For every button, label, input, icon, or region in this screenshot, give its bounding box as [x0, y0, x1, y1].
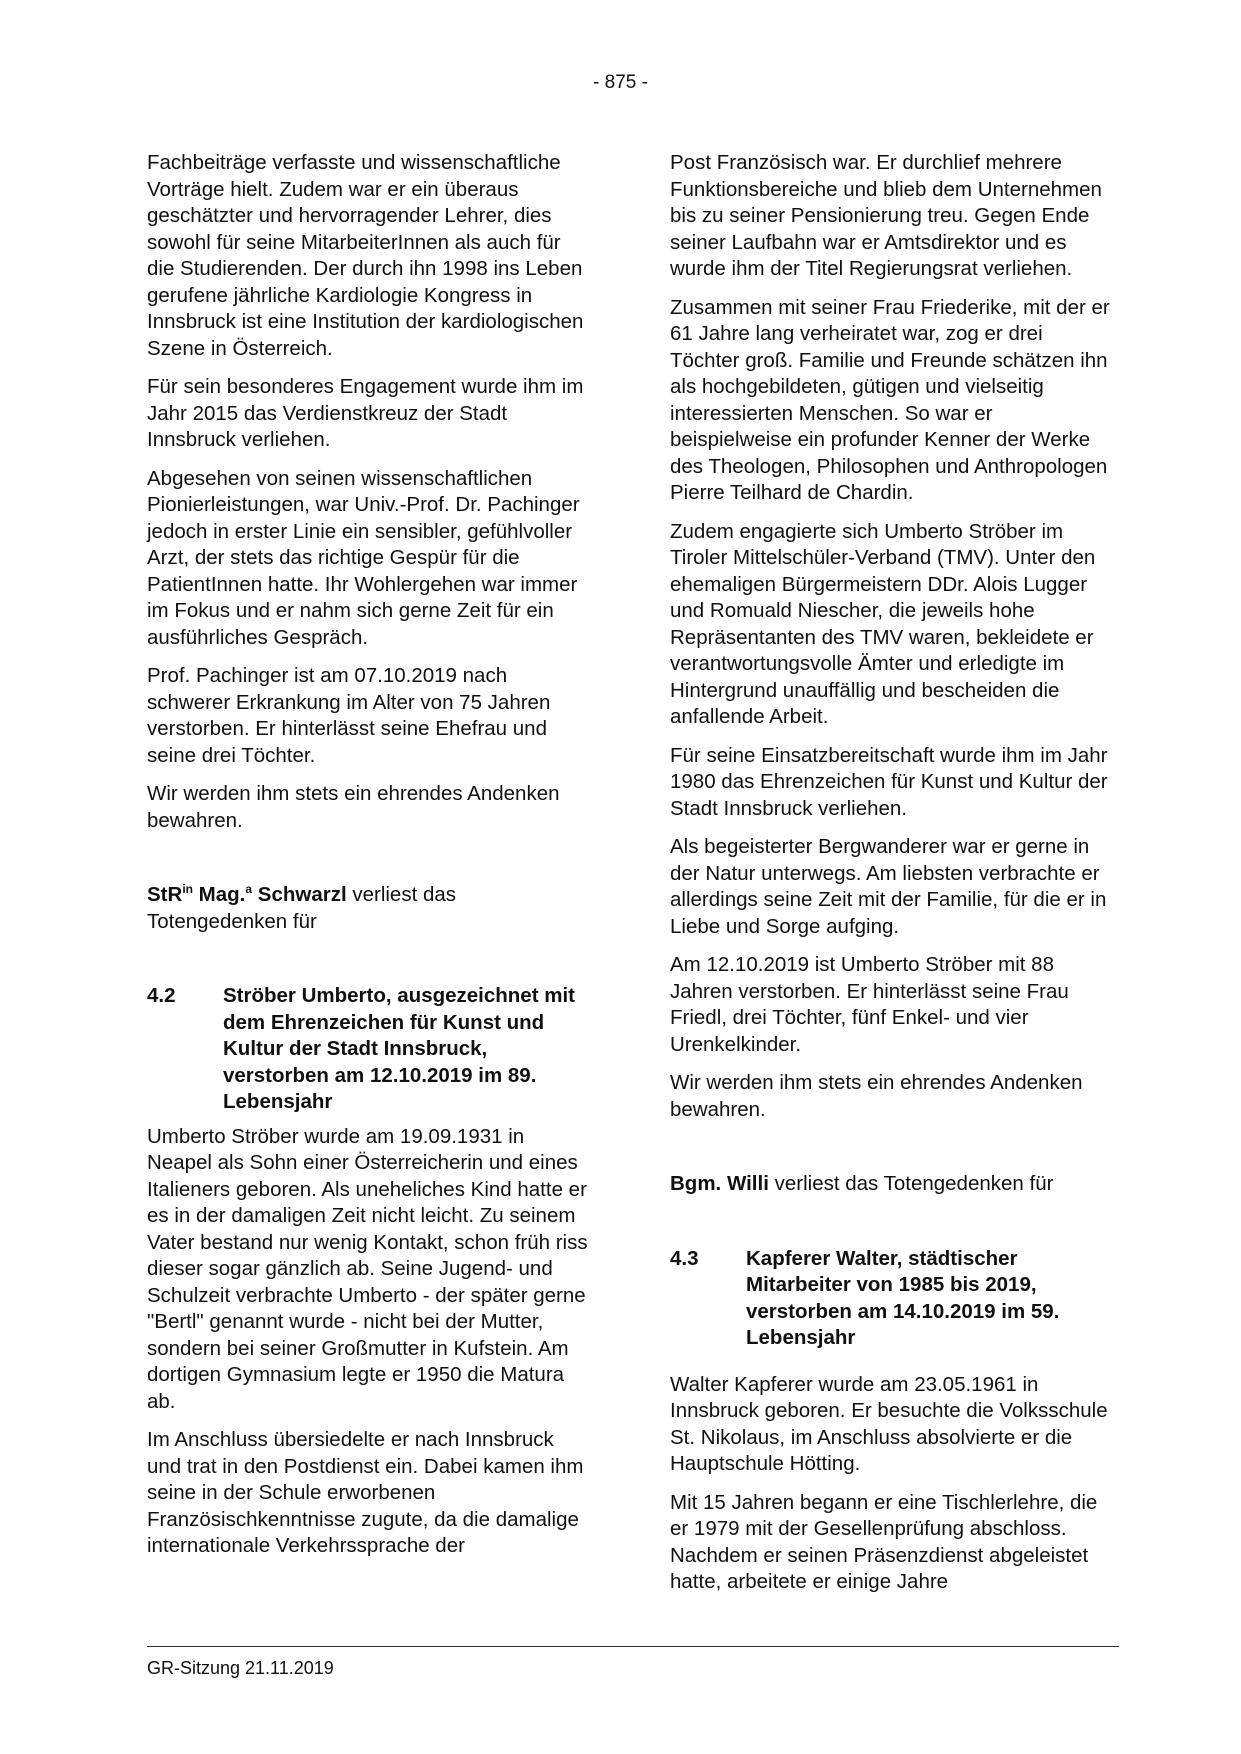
- paragraph: Wir werden ihm stets ein ehrendes Andenken bewahren.: [147, 782, 560, 832]
- paragraph: Zusammen mit seiner Frau Friederike, mit der er 61 Jahre lang verheiratet war, zog er drei Töchter groß. Familie und Freunde schätzen ihn als hochgebildeten, gütigen und vielseitig interessierten Menschen. So war er beispielweise ein profunder Kenner der Werke des Theologen, Philosophen und Anthropologen Pierre Teilhard de Chardin.: [670, 295, 1110, 504]
- paragraph: Für sein besonderes Engagement wurde ihm im Jahr 2015 das Verdienstkreuz der Stadt Innsbruck verliehen.: [147, 375, 584, 451]
- paragraph: Walter Kapferer wurde am 23.05.1961 in Innsbruck geboren. Er besuchte die Volksschule St. Nikolaus, im Anschluss absolvierte er die Hauptschule Hötting.: [670, 1372, 1108, 1475]
- paragraph: Prof. Pachinger ist am 07.10.2019 nach schwerer Erkrankung im Alter von 75 Jahren verstorben. Er hinterlässt seine Ehefrau und seine drei Töchter.: [147, 664, 551, 767]
- paragraph: Fachbeiträge verfasste und wissenschaftliche Vorträge hielt. Zudem war er ein überaus geschätzter und hervorragender Lehrer, dies sowohl für seine MitarbeiterInnen als auch für die Studierenden. Der durch ihn 1998 ins Leben gerufene jährliche Kardiologie Kongress in Innsbruck ist eine Institution der kardiologischen Szene in Österreich.: [147, 151, 584, 360]
- footer-divider: [147, 1646, 1119, 1647]
- paragraph: Mit 15 Jahren begann er eine Tischlerlehre, die er 1979 mit der Gesellenprüfung abschloss. Nachdem er seinen Präsenzdienst abgeleistet hatte, arbeitete er einige Jahre: [670, 1490, 1098, 1593]
- speaker-text: verliest das Totengedenken für: [147, 883, 457, 933]
- paragraph: Zudem engagierte sich Umberto Ströber im Tiroler Mittelschüler-Verband (TMV). Unter den ehemaligen Bürgermeistern DDr. Alois Lugger und Romuald Niescher, die jeweils hohe Repräsentanten des TMV waren, bekleidete er verantwortungsvolle Ämter und erledigte im Hintergrund unauffällig und bescheiden die anfallende Arbeit.: [670, 519, 1096, 728]
- paragraph: Am 12.10.2019 ist Umberto Ströber mit 88 Jahren verstorben. Er hinterlässt seine Frau Friedl, drei Töchter, fünf Enkel- und vier Urenkelkinder.: [670, 953, 1069, 1056]
- section-heading: [670, 1246, 1116, 1352]
- section-title: Kapferer Walter, städtischer Mitarbeiter von 1985 bis 2019, verstorben am 14.10.2019 im 59. Lebensjahr: [746, 1246, 1060, 1349]
- speaker-name: Bgm. Willi: [670, 1172, 769, 1195]
- section-heading: [147, 983, 593, 1116]
- paragraph: Als begeisterter Bergwanderer war er gerne in der Natur unterwegs. Am liebsten verbrachte er allerdings seine Zeit mit der Familie, für die er in Liebe und Sorge aufging.: [670, 835, 1107, 938]
- section-number: 4.2: [147, 984, 176, 1007]
- paragraph: Umberto Ströber wurde am 19.09.1931 in Neapel als Sohn einer Österreicherin und eines Italieners geboren. Als uneheliches Kind hatte er es in der damaligen Zeit nicht leicht. Zu seinem Vater bestand nur wenig Kontakt, schon früh riss dieser sogar gänzlich ab. Seine Jugend- und Schulzeit verbrachte Umberto - der später gerne "Bertl" genannt wurde - nicht bei der Mutter, sondern bei seiner Großmutter in Kufstein. Am dortigen Gymnasium legte er 1950 die Matura ab.: [147, 1124, 588, 1413]
- left-column: [147, 150, 593, 1572]
- page-number: - 875 -: [593, 72, 648, 93]
- footer-text: GR-Sitzung 21.11.2019: [147, 1658, 334, 1678]
- speaker-line: [147, 882, 593, 935]
- paragraph: Abgesehen von seinen wissenschaftlichen Pionierleistungen, war Univ.-Prof. Dr. Pachinger jedoch in erster Linie ein sensibler, gefühlvoller Arzt, der stets das richtige Gespür für die PatientInnen hatte. Ihr Wohlergehen war immer im Fokus und er nahm sich gerne Zeit für ein ausführliches Gespräch.: [147, 466, 580, 649]
- speaker-name: StR$^{in}$ Mag.$^a$ Schwarzl: [147, 882, 347, 906]
- paragraph: Im Anschluss übersiedelte er nach Innsbruck und trat in den Postdienst ein. Dabei kamen ihm seine in der Schule erworbenen Französischkenntnisse zugute, da die damalige internationale Verkehrssprache der: [147, 1428, 584, 1557]
- paragraph: Post Französisch war. Er durchlief mehrere Funktionsbereiche und blieb dem Unternehmen bis zu seiner Pensionierung treu. Gegen Ende seiner Laufbahn war er Amtsdirektor und es wurde ihm der Titel Regierungsrat verliehen.: [670, 151, 1102, 280]
- right-column: [670, 150, 1116, 1608]
- speaker-line: [670, 1171, 1116, 1198]
- section-number: 4.3: [670, 1246, 699, 1270]
- section-title: Ströber Umberto, ausgezeichnet mit dem Ehrenzeichen für Kunst und Kultur der Stadt Innsbruck, verstorben am 12.10.2019 im 89. Lebensjahr: [223, 984, 575, 1113]
- paragraph: Für seine Einsatzbereitschaft wurde ihm im Jahr 1980 das Ehrenzeichen für Kunst und Kultur der Stadt Innsbruck verliehen.: [670, 743, 1108, 820]
- speaker-text: verliest das Totengedenken für: [768, 1172, 1054, 1195]
- paragraph: Wir werden ihm stets ein ehrendes Andenken bewahren.: [670, 1071, 1083, 1121]
